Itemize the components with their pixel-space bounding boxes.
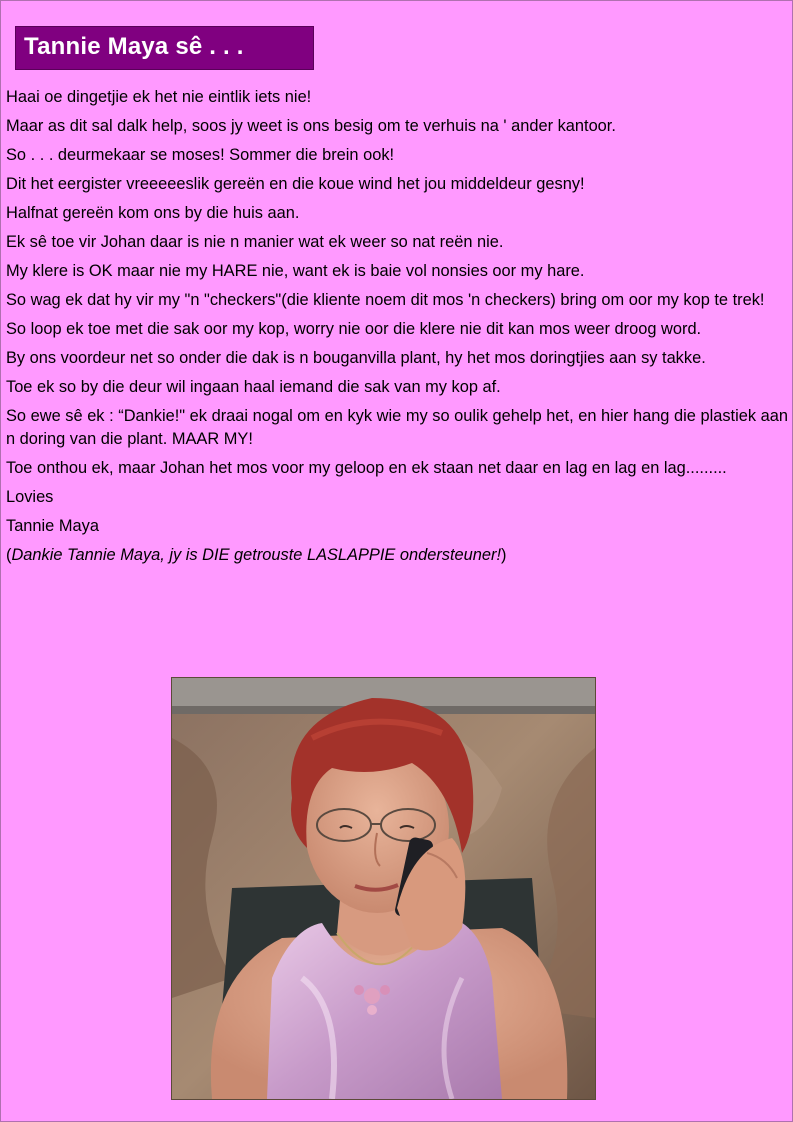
letter-paragraph: Halfnat gereën kom ons by die huis aan.: [6, 204, 300, 222]
letter-paragraph: So loop ek toe met die sak oor my kop, worry nie oor die klere nie dit kan mos weer droog word.: [6, 320, 702, 338]
page-title: Tannie Maya sê . . .: [24, 33, 244, 60]
letter-paragraph: Maar as dit sal dalk help, soos jy weet is ons besig om te verhuis na ' ander kantoor.: [6, 117, 616, 135]
letter-paragraph: Ek sê toe vir Johan daar is nie n manier wat ek weer so nat reën nie.: [6, 233, 504, 251]
signature-name: Tannie Maya: [6, 517, 99, 535]
letter-paragraph: Toe ek so by die deur wil ingaan haal iemand die sak van my kop af.: [6, 378, 501, 396]
letter-paragraph: Haai oe dingetjie ek het nie eintlik iets nie!: [6, 88, 312, 106]
letter-paragraph: Dit het eergister vreeeeeslik gereën en die koue wind het jou middeldeur gesny!: [6, 175, 585, 193]
credit-note: [6, 544, 788, 567]
letter-paragraph: By ons voordeur net so onder die dak is n bouganvilla plant, hy het mos doringtjies aan sy takke.: [6, 349, 706, 367]
letter-paragraph: My klere is OK maar nie my HARE nie, want ek is baie vol nonsies oor my hare.: [6, 262, 585, 280]
credit-close-paren: ): [501, 546, 507, 564]
credit-text: Dankie Tannie Maya, jy is DIE getrouste LASLAPPIE ondersteuner!: [11, 546, 502, 564]
sign-off: Lovies: [6, 488, 54, 506]
title-banner: [15, 26, 314, 70]
credit-open-paren: (: [6, 546, 12, 564]
letter-paragraph: So ewe sê ek : “Dankie!" ek draai nogal om en kyk wie my so oulik gehelp het, en hier hang die plastiek aan n doring van die plant. MAAR MY!: [6, 407, 788, 448]
letter-paragraph: Toe onthou ek, maar Johan het mos voor my geloop en ek staan net daar en lag en lag en lag.........: [6, 459, 727, 477]
letter-body: [6, 86, 788, 573]
letter-paragraph: So wag ek dat hy vir my "n "checkers"(die kliente noem dit mos 'n checkers) bring om oor my kop te trek!: [6, 291, 765, 309]
portrait-photo: [171, 677, 596, 1100]
letter-paragraph: So . . . deurmekaar se moses! Sommer die brein ook!: [6, 146, 395, 164]
